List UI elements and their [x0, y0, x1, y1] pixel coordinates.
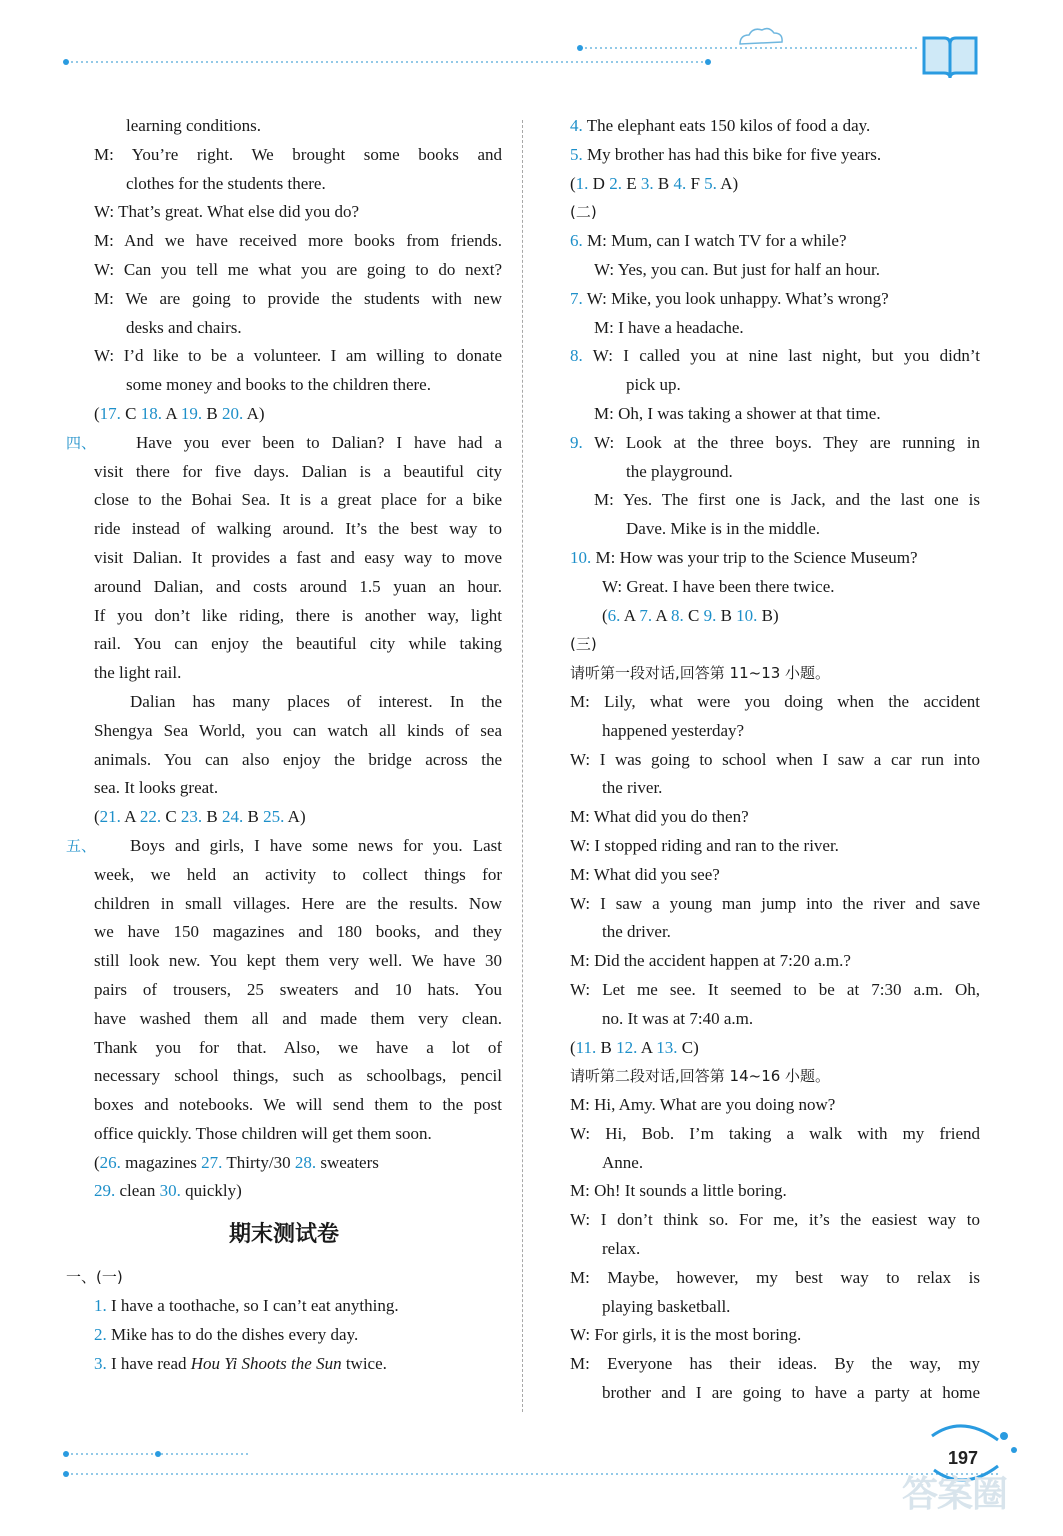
text-line: Dave. Mike is in the middle.: [626, 519, 821, 539]
book-icon: [924, 38, 976, 78]
answer-num: 3.: [640, 173, 654, 193]
text-line: [66, 429, 502, 458]
text-line: M: Yes. The first one is Jack, and the last one is: [594, 490, 980, 510]
answer-num: 12.: [616, 1037, 638, 1057]
text-line: clothes for the students there.: [126, 173, 326, 193]
text-line: M: Oh! It sounds a little boring.: [570, 1181, 787, 1201]
answer-val: clean: [115, 1181, 160, 1201]
text-line: W: Hi, Bob. I’m taking a walk with my friend: [570, 1123, 980, 1143]
question-line: [66, 1292, 502, 1321]
answer-num: 19.: [180, 403, 203, 423]
book-title: Hou Yi Shoots the Sun: [190, 1353, 342, 1373]
answer-num: 25.: [263, 807, 285, 827]
answer-val: B: [596, 1037, 617, 1057]
answer-num: 20.: [222, 403, 244, 423]
answer-val: A): [716, 173, 739, 193]
answer-num: 10.: [736, 605, 758, 625]
answer-line: (6. A 7. A 8. C 9. B 10. B): [602, 605, 779, 625]
answer-num: 7.: [639, 605, 653, 625]
text-line: W: I don’t think so. For me, it’s the easiest way to: [570, 1210, 980, 1230]
answer-num: 17.: [99, 403, 121, 423]
text-line: M: Everyone has their ideas. By the way, my: [570, 1354, 980, 1374]
text-line: M: Did the accident happen at 7:20 a.m.?: [570, 951, 851, 971]
text-line: the river.: [602, 778, 663, 798]
text-line: the light rail.: [94, 663, 182, 683]
instruction-line: 请听第二段对话,回答第 14~16 小题。: [570, 1067, 831, 1086]
answer-num: 1.: [575, 173, 589, 193]
text-line: week, we held an activity to collect things for: [94, 864, 502, 884]
text-line: W: Can you tell me what you are going to do next?: [94, 259, 502, 279]
text-line: desks and chairs.: [126, 317, 242, 337]
text-line: [66, 832, 502, 861]
text-line: around Dalian, and costs around 1.5 yuan an hour.: [94, 576, 502, 596]
question-line: [570, 227, 980, 256]
question-text: W: Look at the three boys. They are running in: [582, 432, 980, 452]
question-text: Mike has to do the dishes every day.: [106, 1324, 359, 1344]
section-title: 期末测试卷: [228, 1222, 339, 1248]
question-text: M: How was your trip to the Science Museum?: [591, 547, 918, 567]
answer-val: C: [161, 807, 181, 827]
text-line: If you don’t like riding, there is another way, light: [94, 605, 502, 625]
answer-line: (11. B 12. A 13. C): [570, 1037, 699, 1057]
text-line: Dalian has many places of interest. In the: [130, 691, 502, 711]
question-num: 8.: [570, 346, 583, 366]
answer-val: B: [243, 807, 264, 827]
answer-val: A): [243, 403, 265, 423]
answer-num: 2.: [609, 173, 622, 193]
text-line: the playground.: [626, 461, 733, 481]
question-text: M: Mum, can I watch TV for a while?: [582, 231, 847, 251]
question-line: [570, 112, 980, 141]
answer-num: 9.: [703, 605, 717, 625]
text-line: ride instead of walking around. It’s the best way to: [94, 519, 502, 539]
answer-num: 5.: [704, 173, 717, 193]
text-line: still look new. You kept them very well. We have 30: [94, 951, 502, 971]
text-line: rail. You can enjoy the beautiful city while taking: [94, 634, 502, 654]
header-decoration: [0, 0, 1063, 90]
text: Boys and girls, I have some news for you. Last: [130, 835, 502, 855]
answer-val: B: [653, 173, 674, 193]
answer-val: B: [716, 605, 737, 625]
question-num: 7.: [570, 288, 583, 308]
answer-num: 13.: [656, 1037, 678, 1057]
answer-val: F: [686, 173, 705, 193]
answer-val: E: [621, 173, 641, 193]
answer-num: 24.: [222, 807, 244, 827]
answer-val: C: [683, 605, 704, 625]
answer-num: 6.: [607, 605, 621, 625]
text-line: W: Let me see. It seemed to be at 7:30 a.m. Oh,: [570, 979, 980, 999]
answer-line: (17. C 18. A 19. B 20. A): [94, 403, 265, 423]
answer-val: magazines: [120, 1152, 202, 1172]
text-line: M: What did you do then?: [570, 807, 749, 827]
text-line: have washed them all and made them very clean.: [94, 1008, 502, 1028]
answer-num: 4.: [673, 173, 687, 193]
answer-val: B: [202, 403, 223, 423]
question-line: [66, 1350, 502, 1379]
left-column: [66, 112, 502, 1378]
text-line: children in small villages. Here are the results. Now: [94, 893, 502, 913]
answer-line: [66, 1177, 502, 1206]
answer-line: (1. D 2. E 3. B 4. F 5. A): [570, 173, 739, 193]
text-line: M: And we have received more books from friends.: [94, 231, 502, 251]
question-num: 9.: [570, 432, 583, 452]
text-line: brother and I are going to have a party at home: [602, 1383, 980, 1403]
question-line: [570, 141, 980, 170]
question-text: W: I called you at nine last night, but you didn’t: [582, 346, 980, 366]
question-line: [66, 1321, 502, 1350]
text-line: M: We are going to provide the students with new: [94, 288, 502, 308]
text-line: some money and books to the children there.: [126, 375, 431, 395]
text-line: necessary school things, such as schoolbags, pencil: [94, 1066, 502, 1086]
text-line: M: Hi, Amy. What are you doing now?: [570, 1095, 836, 1115]
answer-val: A: [652, 605, 671, 625]
section-heading: (二): [570, 203, 597, 222]
answer-val: A: [620, 605, 640, 625]
answer-val: C: [120, 403, 141, 423]
text-line: M: Oh, I was taking a shower at that time.: [594, 403, 881, 423]
cloud-icon: [740, 29, 782, 44]
question-num: 2.: [94, 1324, 107, 1344]
question-text: twice.: [341, 1353, 387, 1373]
section-mark: 四、: [66, 433, 97, 452]
text-line: sea. It looks great.: [94, 778, 219, 798]
text-line: M: I have a headache.: [594, 317, 744, 337]
answer-num: 11.: [575, 1037, 597, 1057]
answer-val: A): [284, 807, 306, 827]
text-line: boxes and notebooks. We will send them to the post: [94, 1095, 502, 1115]
section-heading: 一、(一): [66, 1268, 123, 1287]
section-heading: (三): [570, 635, 597, 654]
text-line: no. It was at 7:40 a.m.: [602, 1008, 754, 1028]
answer-num: 22.: [139, 807, 162, 827]
text-line: M: Maybe, however, my best way to relax is: [570, 1267, 980, 1287]
question-num: 5.: [570, 144, 583, 164]
text-line: W: Great. I have been there twice.: [602, 576, 835, 596]
instruction-line: 请听第一段对话,回答第 11~13 小题。: [570, 664, 831, 683]
question-num: 6.: [570, 231, 583, 251]
answer-num: 8.: [670, 605, 684, 625]
answer-val: A: [637, 1037, 657, 1057]
answer-val: quickly): [180, 1181, 242, 1201]
right-column: [570, 112, 980, 1408]
text-line: relax.: [602, 1239, 641, 1259]
answer-val: B: [202, 807, 223, 827]
text-line: Shengya Sea World, you can watch all kinds of sea: [94, 720, 502, 740]
question-line: [570, 429, 980, 458]
text-line: pairs of trousers, 25 sweaters and 10 hats. You: [94, 979, 502, 999]
text-line: W: For girls, it is the most boring.: [570, 1325, 802, 1345]
answer-val: A: [120, 807, 140, 827]
page-number: 197: [948, 1448, 979, 1468]
text-line: W: That’s great. What else did you do?: [94, 202, 360, 222]
text-line: W: I’d like to be a volunteer. I am willing to donate: [94, 346, 502, 366]
text-line: W: Yes, you can. But just for half an hour.: [594, 259, 880, 279]
question-line: [570, 342, 980, 371]
question-text: The elephant eats 150 kilos of food a day.: [582, 116, 871, 135]
answer-num: 18.: [140, 403, 163, 423]
text-line: M: What did you see?: [570, 864, 720, 884]
answer-val: sweaters: [316, 1152, 379, 1172]
text-line: M: Lily, what were you doing when the accident: [570, 691, 980, 711]
question-text: My brother has had this bike for five years.: [582, 144, 882, 164]
text-line: animals. You can also enjoy the bridge across the: [94, 749, 502, 769]
text-line: close to the Bohai Sea. It is a great place for a bike: [94, 490, 502, 510]
question-text: W: Mike, you look unhappy. What’s wrong?: [582, 288, 889, 308]
question-text: I have read: [106, 1353, 191, 1373]
text-line: office quickly. Those children will get them soon.: [94, 1123, 432, 1143]
text-line: learning conditions.: [126, 116, 262, 135]
answer-line: (26. magazines 27. Thirty/30 28. sweaters: [94, 1152, 379, 1172]
column-divider: [522, 120, 523, 1412]
answer-val: A: [162, 403, 181, 423]
text-line: the driver.: [602, 922, 671, 942]
answer-val: C): [677, 1037, 699, 1057]
text-line: playing basketball.: [602, 1296, 731, 1316]
text-line: pick up.: [626, 375, 681, 395]
text-line: W: I saw a young man jump into the river and save: [570, 893, 980, 913]
text: Have you ever been to Dalian? I have had a: [136, 432, 502, 452]
text-line: Thank you for that. Also, we have a lot of: [94, 1037, 502, 1057]
question-num: 10.: [570, 547, 592, 567]
answer-num: 30.: [159, 1181, 181, 1201]
answer-val: B): [757, 605, 779, 625]
text-line: W: I stopped riding and ran to the river.: [570, 835, 839, 855]
text-line: visit Dalian. It provides a fast and easy way to move: [94, 547, 502, 567]
answer-num: 28.: [294, 1152, 317, 1172]
question-line: [570, 544, 980, 573]
answer-num: 29.: [94, 1181, 116, 1201]
text-line: Anne.: [602, 1152, 644, 1172]
answer-num: 27.: [201, 1152, 223, 1172]
text-line: W: I was going to school when I saw a car run into: [570, 749, 980, 769]
question-line: [570, 285, 980, 314]
question-num: 3.: [94, 1353, 107, 1373]
text-line: visit there for five days. Dalian is a beautiful city: [94, 461, 502, 481]
text-line: M: You’re right. We brought some books and: [94, 144, 502, 164]
question-text: I have a toothache, so I can’t eat anything.: [106, 1296, 399, 1316]
answer-val: D: [588, 173, 610, 193]
text-line: happened yesterday?: [602, 720, 745, 740]
section-mark: 五、: [66, 836, 97, 855]
text-line: we have 150 magazines and 180 books, and they: [94, 922, 502, 942]
question-num: 1.: [94, 1296, 107, 1316]
answer-num: 23.: [180, 807, 203, 827]
answer-line: (21. A 22. C 23. B 24. B 25. A): [94, 807, 306, 827]
answer-val: Thirty/30: [222, 1152, 295, 1172]
question-num: 4.: [570, 116, 583, 135]
watermark-logo: 答案圈: [902, 1473, 1008, 1514]
answer-num: 21.: [99, 807, 121, 827]
answer-num: 26.: [99, 1152, 121, 1172]
